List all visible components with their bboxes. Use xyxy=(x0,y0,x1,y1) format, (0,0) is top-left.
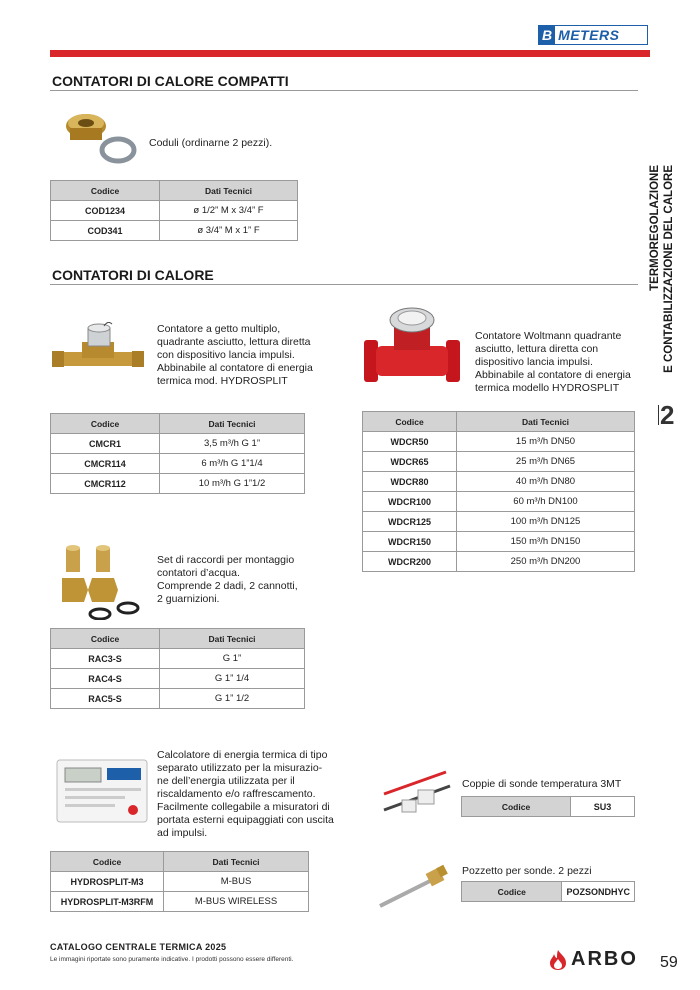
table-row xyxy=(462,882,635,902)
col-codice: Codice xyxy=(462,797,571,817)
col-dati-tecnici: Dati Tecnici xyxy=(164,852,309,872)
desc-line: Facilmente collegabile a misuratori di xyxy=(157,801,330,813)
desc-line: contatori d’acqua. xyxy=(157,567,240,579)
spec-cell: 6 m³/h G 1”1/4 xyxy=(160,454,305,474)
section-title-compact: CONTATORI DI CALORE COMPATTI xyxy=(52,73,289,89)
code-cell: RAC4-S xyxy=(51,669,160,689)
spec-cell: M-BUS xyxy=(164,872,309,892)
desc-line: Contatore Woltmann quadrante xyxy=(475,330,622,342)
woltmann-table xyxy=(362,411,635,572)
code-cell: CMCR112 xyxy=(51,474,160,494)
table-row xyxy=(363,532,635,552)
col-codice: Codice xyxy=(51,414,160,434)
col-codice: Codice xyxy=(51,629,160,649)
desc-line: ad impulsi. xyxy=(157,827,208,839)
coduli-desc: Coduli (ordinarne 2 pezzi). xyxy=(149,137,273,149)
code-cell: WDCR65 xyxy=(363,452,457,472)
flame-icon xyxy=(548,949,568,971)
coduli-table xyxy=(50,180,298,241)
coduli-image xyxy=(58,106,138,166)
spec-cell: ø 1/2” M x 3/4” F xyxy=(160,201,298,221)
code-cell: SU3 xyxy=(571,797,635,817)
woltmann-desc xyxy=(475,330,631,395)
raccordi-desc xyxy=(157,554,298,606)
meter-getto-image xyxy=(52,322,144,380)
table-row xyxy=(462,797,635,817)
getto-table xyxy=(50,413,305,494)
table-row xyxy=(51,221,298,241)
spec-cell: ø 3/4” M x 1” F xyxy=(160,221,298,241)
bmeters-logo xyxy=(538,25,648,45)
desc-line: 2 guarnizioni. xyxy=(157,593,220,605)
desc-line: dispositivo lancia impulsi. xyxy=(475,356,593,368)
chapter-divider xyxy=(658,405,659,425)
desc-line: Abbinabile al contatore di energia xyxy=(157,362,313,374)
pozzetto-image xyxy=(376,862,451,912)
table-row xyxy=(363,512,635,532)
desc-line: portata esterni equipaggiati con uscita xyxy=(157,814,334,826)
table-row xyxy=(51,474,305,494)
desc-line: Abbinabile al contatore di energia xyxy=(475,369,631,381)
pozzetto-table xyxy=(461,881,635,902)
table-row xyxy=(363,472,635,492)
header-red-bar xyxy=(50,50,650,57)
code-cell: WDCR100 xyxy=(363,492,457,512)
spec-cell: 25 m³/h DN65 xyxy=(457,452,635,472)
section-rule xyxy=(50,284,638,285)
col-codice: Codice xyxy=(51,181,160,201)
code-cell: HYDROSPLIT-M3RFM xyxy=(51,892,164,912)
spec-cell: G 1” 1/2 xyxy=(160,689,305,709)
logo-meters: METERS xyxy=(558,27,620,43)
table-row xyxy=(51,892,309,912)
desc-line: Contatore a getto multiplo, xyxy=(157,323,281,335)
spec-cell: M-BUS WIRELESS xyxy=(164,892,309,912)
chapter-side-label xyxy=(648,165,688,425)
desc-line: termica mod. HYDROSPLIT xyxy=(157,375,288,387)
table-row xyxy=(363,432,635,452)
spec-cell: 150 m³/h DN150 xyxy=(457,532,635,552)
col-codice: Codice xyxy=(363,412,457,432)
table-row xyxy=(363,492,635,512)
code-cell: WDCR150 xyxy=(363,532,457,552)
arbo-logo xyxy=(548,948,638,971)
desc-line: separato utilizzato per la misurazio- xyxy=(157,762,323,774)
arbo-wordmark: ARBO xyxy=(571,948,638,970)
chapter-title-line2: E CONTABILIZZAZIONE DEL CALORE xyxy=(663,165,675,373)
chapter-number: 2 xyxy=(660,400,675,430)
getto-desc xyxy=(157,323,313,388)
sonde-table xyxy=(461,796,635,817)
spec-cell: G 1” 1/4 xyxy=(160,669,305,689)
table-row xyxy=(51,872,309,892)
code-cell: WDCR80 xyxy=(363,472,457,492)
table-row xyxy=(51,689,305,709)
calcolatore-image xyxy=(55,752,150,827)
code-cell: WDCR200 xyxy=(363,552,457,572)
section-rule xyxy=(50,90,638,91)
table-row xyxy=(51,649,305,669)
desc-line: asciutto, lettura diretta con xyxy=(475,343,599,355)
spec-cell: 100 m³/h DN125 xyxy=(457,512,635,532)
table-row xyxy=(51,669,305,689)
table-row xyxy=(51,434,305,454)
spec-cell: 250 m³/h DN200 xyxy=(457,552,635,572)
raccordi-image xyxy=(62,544,146,620)
calcolatore-desc xyxy=(157,749,334,840)
desc-line: quadrante asciutto, lettura diretta xyxy=(157,336,311,348)
chapter-title-line1: TERMOREGOLAZIONE xyxy=(649,165,661,291)
desc-line: termica modello HYDROSPLIT xyxy=(475,382,620,394)
table-row xyxy=(363,452,635,472)
desc-line: con dispositivo lancia impulsi. xyxy=(157,349,295,361)
desc-line: riscaldamento e/o raffrescamento. xyxy=(157,788,316,800)
code-cell: CMCR1 xyxy=(51,434,160,454)
catalog-title: CATALOGO CENTRALE TERMICA 2025 xyxy=(50,942,227,952)
spec-cell: 10 m³/h G 1”1/2 xyxy=(160,474,305,494)
code-cell: CMCR114 xyxy=(51,454,160,474)
code-cell: HYDROSPLIT-M3 xyxy=(51,872,164,892)
col-dati-tecnici: Dati Tecnici xyxy=(160,414,305,434)
spec-cell: 60 m³/h DN100 xyxy=(457,492,635,512)
spec-cell: 3,5 m³/h G 1” xyxy=(160,434,305,454)
col-dati-tecnici: Dati Tecnici xyxy=(457,412,635,432)
code-cell: RAC3-S xyxy=(51,649,160,669)
spec-cell: 40 m³/h DN80 xyxy=(457,472,635,492)
spec-cell: G 1” xyxy=(160,649,305,669)
col-dati-tecnici: Dati Tecnici xyxy=(160,181,298,201)
meter-woltmann-image xyxy=(362,302,462,384)
desc-line: ne dell’energia utilizzata per il xyxy=(157,775,295,787)
pozzetto-desc: Pozzetto per sonde. 2 pezzi xyxy=(462,865,592,877)
table-row xyxy=(51,454,305,474)
page-number: 59 xyxy=(660,954,678,971)
desc-line: Comprende 2 dadi, 2 cannotti, xyxy=(157,580,298,592)
desc-line: Set di raccordi per montaggio xyxy=(157,554,295,566)
col-codice: Codice xyxy=(51,852,164,872)
code-cell: COD341 xyxy=(51,221,160,241)
col-dati-tecnici: Dati Tecnici xyxy=(160,629,305,649)
calcolatore-table xyxy=(50,851,309,912)
spec-cell: 15 m³/h DN50 xyxy=(457,432,635,452)
col-codice: Codice xyxy=(462,882,562,902)
sonde-desc: Coppie di sonde temperatura 3MT xyxy=(462,778,622,790)
code-cell: WDCR50 xyxy=(363,432,457,452)
table-row xyxy=(51,201,298,221)
code-cell: RAC5-S xyxy=(51,689,160,709)
code-cell: WDCR125 xyxy=(363,512,457,532)
raccordi-table xyxy=(50,628,305,709)
code-cell: POZSONDHYC xyxy=(562,882,635,902)
logo-b: B xyxy=(539,26,555,44)
desc-line: Calcolatore di energia termica di tipo xyxy=(157,749,328,761)
code-cell: COD1234 xyxy=(51,201,160,221)
disclaimer: Le immagini riportate sono puramente indicative. I prodotti possono essere differenti. xyxy=(50,956,294,963)
section-title-calore: CONTATORI DI CALORE xyxy=(52,267,214,283)
table-row xyxy=(363,552,635,572)
sonde-image xyxy=(380,770,455,820)
